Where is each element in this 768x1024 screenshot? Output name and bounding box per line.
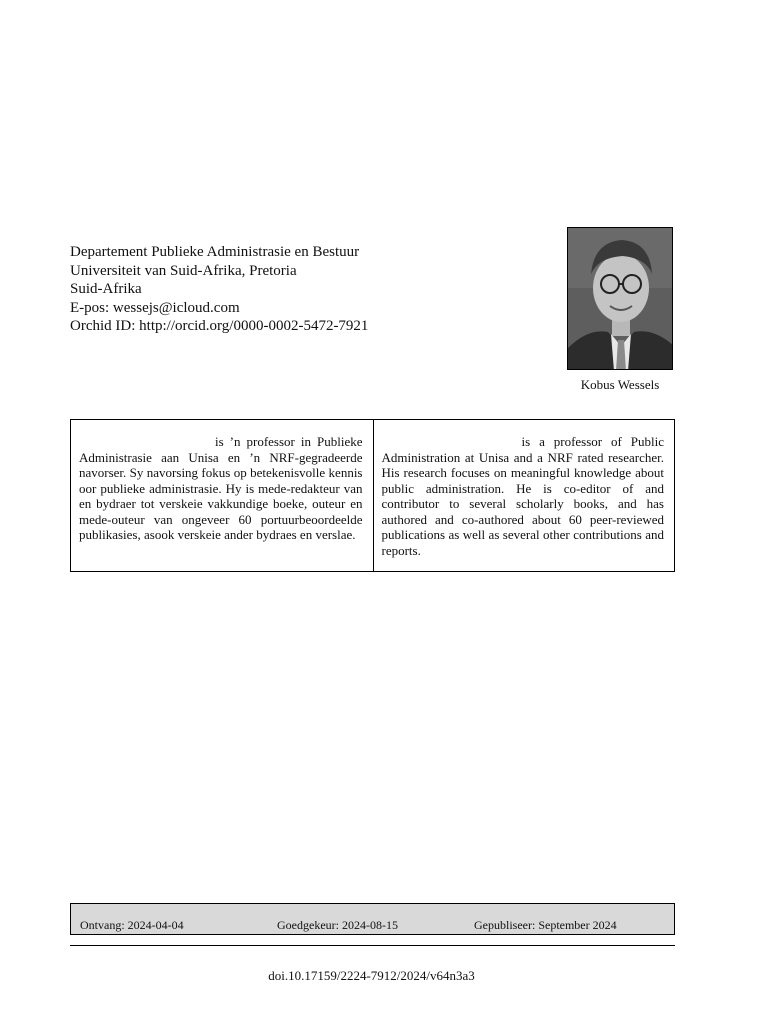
university: Universiteit van Suid-Afrika, Pretoria — [70, 262, 297, 279]
department: Departement Publieke Administrasie en Bestuur — [70, 244, 360, 260]
received-date: Ontvang: 2024-04-04 — [80, 918, 184, 932]
bio-afrikaans-text: is ’n professor in Publieke Administrasie aan Unisa en ’n NRF-gegradeerde navorser. Sy navorsing fokus op betekenisvolle kennis oor publieke administrasie. Hy is mede-redakteur van en bydraer tot verskeie vakkundige boeke, outeur en mede-outeur van ongeveer 60 portuurbeoordeelde publikasies, asook verskeie ander bydraes en verslae. — [79, 434, 363, 542]
country: Suid-Afrika — [70, 281, 142, 297]
orcid: Orchid ID: http://orcid.org/0000-0002-5472-7921 — [70, 318, 369, 334]
email: E-pos: wessejs@icloud.com — [70, 299, 240, 316]
publication-dates — [70, 903, 675, 935]
approved-date: Goedgekeur: 2024-08-15 — [277, 918, 398, 932]
doi: doi.10.17159/2224-7912/2024/v64n3a3 — [268, 968, 475, 983]
bio-english — [373, 420, 675, 571]
author-bio-box — [70, 419, 675, 572]
bio-english-text: is a professor of Public Administration at Unisa and a NRF rated researcher. His research focuses on meaningful knowledge about public administration. He is co-editor of and contributor to several scholarly books, and has authored and co-authored about 60 peer-reviewed publications as well as several other contributions and reports. — [381, 434, 664, 558]
published-date: Gepubliseer: September 2024 — [474, 918, 617, 932]
bio-afrikaans — [71, 420, 373, 571]
author-photo — [567, 227, 673, 370]
author-affiliation — [70, 243, 368, 336]
divider — [70, 945, 675, 946]
photo-caption: Kobus Wessels — [580, 377, 660, 392]
